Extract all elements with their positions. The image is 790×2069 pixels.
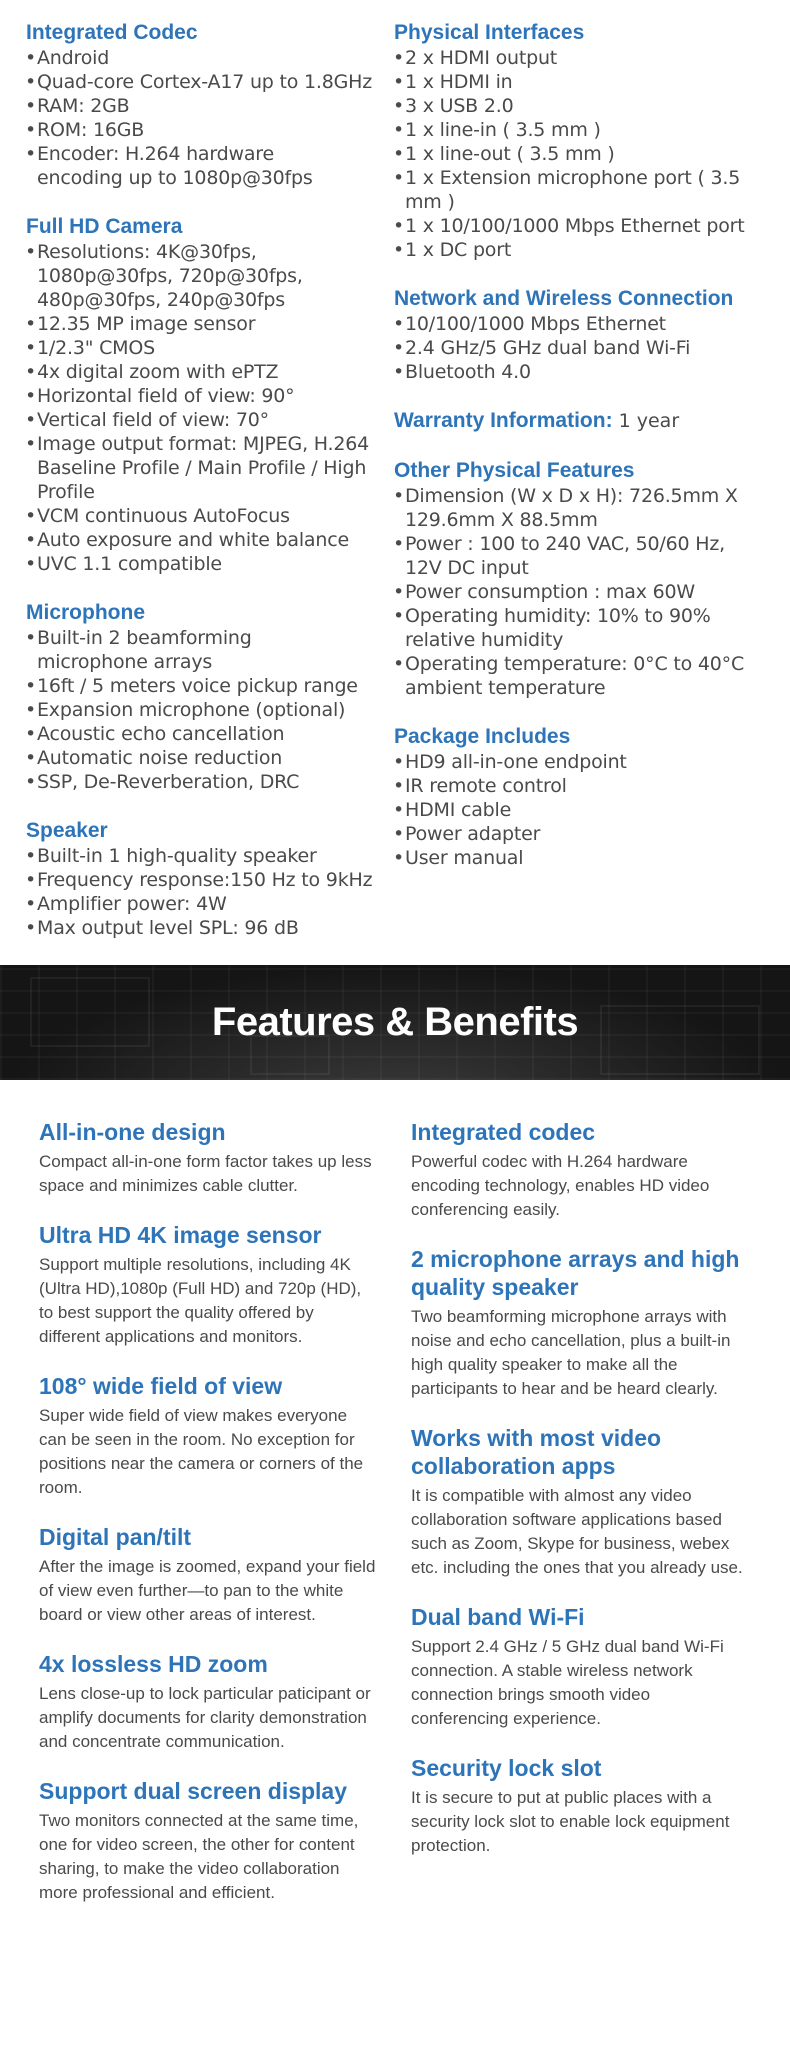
spec-item: • Frequency response:150 Hz to 9kHz [26, 868, 396, 892]
feature-description: Powerful codec with H.264 hardware encoding technology, enables HD video conferencing easily. [411, 1152, 710, 1219]
spec-section-speaker [26, 818, 396, 940]
spec-item: • Automatic noise reduction [26, 746, 396, 770]
spec-section-package-includes [394, 724, 764, 870]
spec-item: • 1 x Extension microphone port ( 3.5 mm ) [394, 166, 764, 214]
spec-item: • Quad-core Cortex-A17 up to 1.8GHz [26, 70, 396, 94]
spec-item: • RAM: 2GB [26, 94, 396, 118]
spec-section-title: Package Includes [394, 725, 571, 748]
spec-item: • Power : 100 to 240 VAC, 50/60 Hz, 12V DC input [394, 532, 764, 580]
spec-list [26, 240, 396, 576]
spec-item: • Acoustic echo cancellation [26, 722, 396, 746]
feature-description: Two monitors connected at the same time, one for video screen, the other for content sharing, to make the video collaboration more professional and efficient. [39, 1811, 359, 1902]
feature-title: 4x lossless HD zoom [39, 1651, 268, 1677]
feature-description: Support multiple resolutions, including 4K (Ultra HD),1080p (Full HD) and 720p (HD), to best support the quality offered by different applications and monitors. [39, 1255, 362, 1346]
feature-title: 108° wide field of view [39, 1373, 283, 1399]
feature-description: Compact all-in-one form factor takes up less space and minimizes cable clutter. [39, 1152, 372, 1195]
features-section [0, 1080, 790, 2069]
spec-item: • 2.4 GHz/5 GHz dual band Wi-Fi [394, 336, 764, 360]
feature-title: Integrated codec [411, 1119, 596, 1145]
feature-description: Support 2.4 GHz / 5 GHz dual band Wi-Fi connection. A stable wireless network connection brings smooth video conferencing experience. [411, 1637, 724, 1728]
spec-item: • SSP, De-Reverberation, DRC [26, 770, 396, 794]
spec-item: • Auto exposure and white balance [26, 528, 396, 552]
feature-description: It is compatible with almost any video collaboration software applications based such as Zoom, Skype for business, webex etc. including the ones that you already use. [411, 1486, 743, 1577]
spec-section-title: Integrated Codec [26, 21, 198, 44]
spec-item: • 16ft / 5 meters voice pickup range [26, 674, 396, 698]
feature-dual-band-wifi [411, 1603, 751, 1731]
spec-section-physical-interfaces [394, 20, 764, 262]
spec-item: • 4x digital zoom with ePTZ [26, 360, 396, 384]
spec-list [394, 312, 764, 384]
spec-list [394, 484, 764, 700]
spec-item: • 1 x DC port [394, 238, 764, 262]
feature-title: Works with most video collaboration apps [411, 1425, 662, 1479]
feature-title: All-in-one design [39, 1119, 226, 1145]
feature-microphone-arrays-speaker [411, 1245, 751, 1401]
spec-list [394, 750, 764, 870]
spec-section-full-hd-camera [26, 214, 396, 576]
feature-description: After the image is zoomed, expand your field of view even further—to pan to the white board or view other areas of interest. [39, 1557, 376, 1624]
spec-item: • VCM continuous AutoFocus [26, 504, 396, 528]
warranty-label: Warranty Information: [394, 409, 613, 432]
spec-section-integrated-codec [26, 20, 396, 190]
spec-item: • Resolutions: 4K@30fps, 1080p@30fps, 720p@30fps, 480p@30fps, 240p@30fps [26, 240, 396, 312]
spec-section-network-wireless [394, 286, 764, 384]
spec-item: • Dimension (W x D x H): 726.5mm X 129.6mm X 88.5mm [394, 484, 764, 532]
spec-item: • Operating humidity: 10% to 90% relative humidity [394, 604, 764, 652]
spec-section-title: Network and Wireless Connection [394, 287, 734, 310]
banner-title: Features & Benefits [211, 1000, 579, 1044]
feature-title: Dual band Wi-Fi [411, 1604, 585, 1630]
specs-left-column [26, 20, 396, 964]
warranty-value: 1 year [618, 410, 680, 432]
spec-item: • Amplifier power: 4W [26, 892, 396, 916]
spec-item: • Built-in 2 beamforming microphone arrays [26, 626, 396, 674]
spec-item: • HD9 all-in-one endpoint [394, 750, 764, 774]
spec-item: • Encoder: H.264 hardware encoding up to 1080p@30fps [26, 142, 396, 190]
spec-item: • Power adapter [394, 822, 764, 846]
feature-title: Support dual screen display [39, 1778, 348, 1804]
warranty-information [394, 408, 764, 434]
feature-title: 2 microphone arrays and high quality speaker [411, 1246, 740, 1300]
spec-item: • Power consumption : max 60W [394, 580, 764, 604]
spec-item: • Built-in 1 high-quality speaker [26, 844, 396, 868]
spec-section-title: Microphone [26, 601, 145, 624]
spec-item: • 1/2.3" CMOS [26, 336, 396, 360]
features-left-column [39, 1118, 379, 1928]
spec-item: • ROM: 16GB [26, 118, 396, 142]
spec-item: • 12.35 MP image sensor [26, 312, 396, 336]
spec-list [26, 46, 396, 190]
spec-item: • 3 x USB 2.0 [394, 94, 764, 118]
feature-description: Two beamforming microphone arrays with noise and echo cancellation, plus a built-in high quality speaker to make all the participants to hear and be heard clearly. [411, 1307, 731, 1398]
spec-item: • UVC 1.1 compatible [26, 552, 396, 576]
spec-section-title: Other Physical Features [394, 459, 635, 482]
spec-item: • Expansion microphone (optional) [26, 698, 396, 722]
spec-item: • User manual [394, 846, 764, 870]
spec-section-other-physical-features [394, 458, 764, 700]
spec-item: • 1 x HDMI in [394, 70, 764, 94]
spec-item: • 1 x 10/100/1000 Mbps Ethernet port [394, 214, 764, 238]
feature-wide-field-of-view [39, 1372, 379, 1500]
feature-description: Lens close-up to lock particular paticipant or amplify documents for clarity demonstration and concentrate communication. [39, 1684, 371, 1751]
spec-section-title: Full HD Camera [26, 215, 183, 238]
spec-item: • Bluetooth 4.0 [394, 360, 764, 384]
feature-dual-screen-display [39, 1777, 379, 1905]
specifications-section [0, 0, 790, 965]
feature-collaboration-apps [411, 1424, 751, 1580]
feature-4k-image-sensor [39, 1221, 379, 1349]
spec-item: • HDMI cable [394, 798, 764, 822]
spec-section-microphone [26, 600, 396, 794]
feature-security-lock-slot [411, 1754, 751, 1858]
spec-item: • IR remote control [394, 774, 764, 798]
features-right-column [411, 1118, 751, 1881]
spec-item: • Horizontal field of view: 90° [26, 384, 396, 408]
spec-item: • Max output level SPL: 96 dB [26, 916, 396, 940]
spec-item: • Operating temperature: 0°C to 40°C ambient temperature [394, 652, 764, 700]
feature-description: It is secure to put at public places with a security lock slot to enable lock equipment protection. [411, 1788, 730, 1855]
spec-list [26, 626, 396, 794]
spec-item: • 1 x line-out ( 3.5 mm ) [394, 142, 764, 166]
feature-description: Super wide field of view makes everyone can be seen in the room. No exception for positions near the camera or corners of the room. [39, 1406, 364, 1497]
spec-section-title: Speaker [26, 819, 108, 842]
feature-integrated-codec [411, 1118, 751, 1222]
feature-title: Security lock slot [411, 1755, 602, 1781]
spec-item: • Image output format: MJPEG, H.264 Baseline Profile / Main Profile / High Profile [26, 432, 396, 504]
spec-item: • Vertical field of view: 70° [26, 408, 396, 432]
feature-title: Digital pan/tilt [39, 1524, 192, 1550]
spec-item: • 1 x line-in ( 3.5 mm ) [394, 118, 764, 142]
feature-digital-pan-tilt [39, 1523, 379, 1627]
spec-list [26, 844, 396, 940]
spec-item: • Android [26, 46, 396, 70]
spec-item: • 10/100/1000 Mbps Ethernet [394, 312, 764, 336]
feature-title: Ultra HD 4K image sensor [39, 1222, 322, 1248]
spec-section-title: Physical Interfaces [394, 21, 585, 44]
feature-lossless-hd-zoom [39, 1650, 379, 1754]
spec-list [394, 46, 764, 262]
spec-item: • 2 x HDMI output [394, 46, 764, 70]
features-banner [0, 965, 790, 1080]
specs-right-column [394, 20, 764, 894]
feature-all-in-one-design [39, 1118, 379, 1198]
